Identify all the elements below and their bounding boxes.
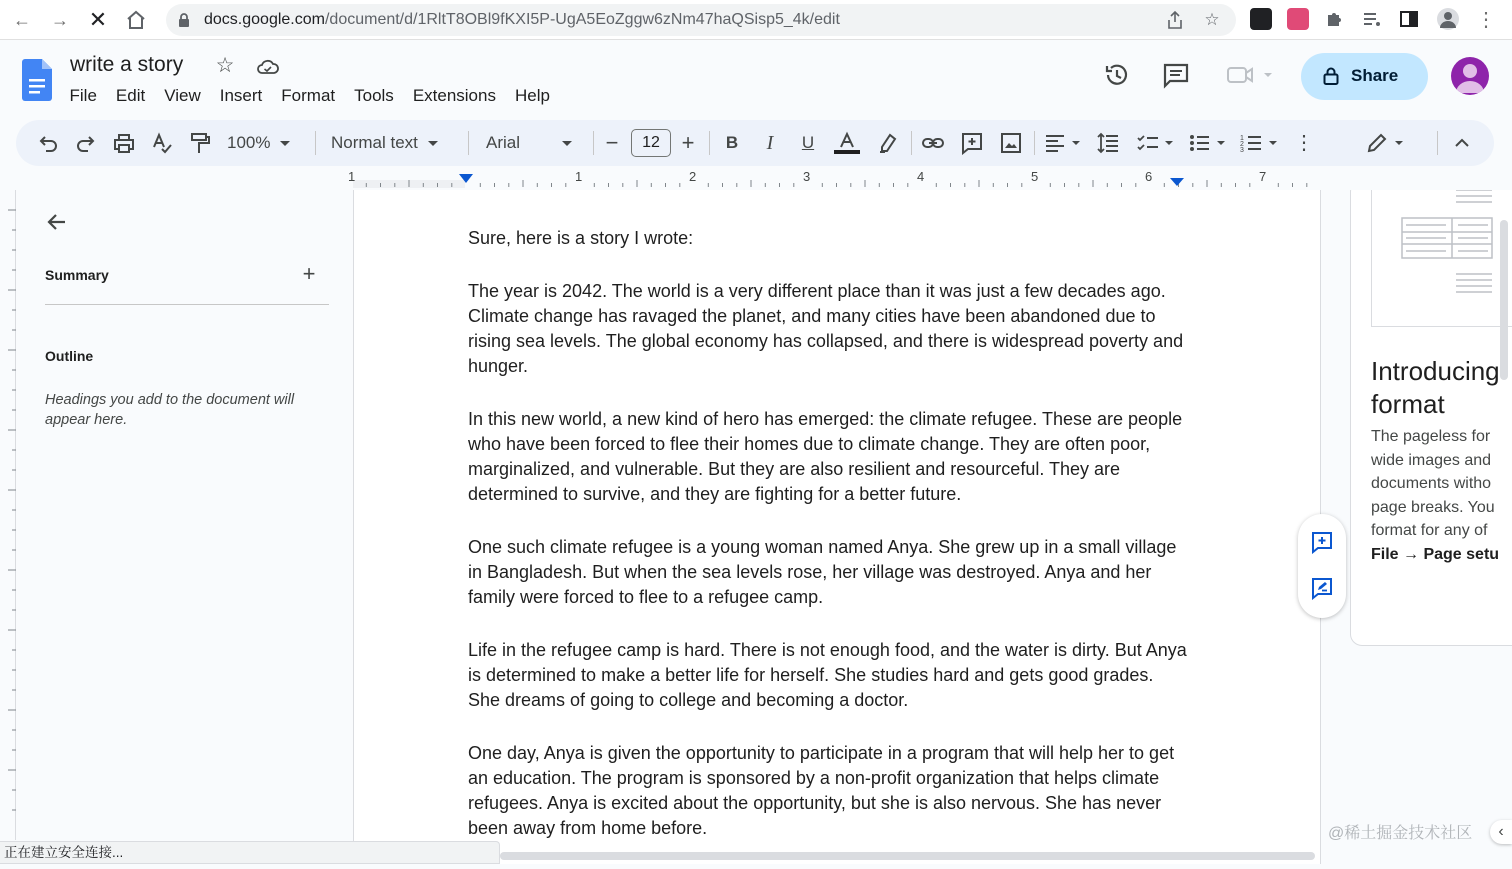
- toolbar-divider: [1034, 131, 1035, 155]
- underline-icon[interactable]: U: [801, 133, 815, 152]
- paragraph-style-value: Normal text: [331, 133, 418, 152]
- summary-divider: [45, 304, 329, 305]
- toolbar-divider: [709, 131, 710, 155]
- browser-status-bar: 正在建立安全连接...: [0, 841, 500, 864]
- ruler-label: 2: [689, 169, 697, 184]
- decrease-font-size-icon[interactable]: −: [605, 130, 619, 155]
- menu-tools[interactable]: Tools: [354, 86, 394, 105]
- ruler-label: 7: [1259, 169, 1267, 184]
- align-icon[interactable]: [1044, 131, 1084, 155]
- menu-edit[interactable]: Edit: [115, 86, 146, 105]
- checklist-icon[interactable]: [1136, 131, 1176, 155]
- svg-text:2: 2: [1240, 141, 1244, 148]
- vertical-ruler: [0, 190, 16, 840]
- extension-terminal-icon[interactable]: [1250, 8, 1272, 30]
- toolbar-divider: [911, 131, 912, 155]
- font-size-input[interactable]: 12: [631, 129, 671, 157]
- spellcheck-icon[interactable]: [150, 131, 174, 155]
- vertical-ruler-ticks: [0, 190, 16, 840]
- share-button[interactable]: [1301, 53, 1428, 100]
- bold-icon[interactable]: B: [725, 133, 739, 152]
- toolbar-divider: [593, 131, 594, 155]
- undo-icon[interactable]: [36, 131, 60, 155]
- watermark: @稀土掘金技术社区: [1328, 825, 1473, 842]
- comments-icon[interactable]: [1162, 61, 1190, 89]
- svg-text:1: 1: [1240, 135, 1244, 142]
- stop-loading-icon[interactable]: ✕: [88, 7, 108, 32]
- url-text[interactable]: [204, 11, 840, 29]
- browser-toolbar: [0, 0, 1512, 40]
- ruler-label: 5: [1031, 169, 1039, 184]
- highlight-color-icon[interactable]: [876, 131, 900, 155]
- increase-font-size-icon[interactable]: +: [681, 130, 695, 155]
- promo-body: [1371, 425, 1512, 567]
- summary-heading: Summary: [45, 267, 109, 283]
- paragraph-style-select[interactable]: [331, 131, 453, 155]
- chevron-down-icon: [280, 141, 290, 146]
- paragraph[interactable]: In this new world, a new kind of hero has emerged: the climate refugee. These are people who have been forced to flee their homes due to climate change. They are often poor, marginalized, and vulnerable. But they are also resilient and resourceful. They are determined to survive, and they are fighting for a better future.: [468, 409, 1183, 504]
- italic-icon[interactable]: I: [766, 132, 774, 154]
- ruler-ticks: [0, 168, 1512, 188]
- meet-video-icon[interactable]: [1226, 61, 1276, 89]
- promo-title-line: format: [1371, 389, 1445, 419]
- reading-list-icon[interactable]: [1361, 8, 1383, 30]
- profile-icon[interactable]: [1437, 8, 1459, 30]
- promo-title: [1371, 355, 1512, 421]
- ruler-label: 1: [575, 169, 583, 184]
- pageless-illustration: [1371, 190, 1512, 327]
- promo-body-line: documents witho: [1371, 475, 1492, 493]
- menu-file[interactable]: File: [69, 86, 97, 105]
- toolbar-divider: [1437, 131, 1438, 155]
- star-icon[interactable]: ☆: [215, 54, 235, 77]
- right-indent-marker[interactable]: [1170, 178, 1184, 186]
- print-icon[interactable]: [112, 131, 136, 155]
- share-page-icon[interactable]: [1165, 10, 1185, 30]
- ruler-label: 4: [917, 169, 925, 184]
- insert-link-icon[interactable]: [921, 131, 945, 155]
- menu-bar: [60, 85, 559, 107]
- paragraph[interactable]: Sure, here is a story I wrote:: [468, 228, 694, 248]
- toolbar-divider: [468, 131, 469, 155]
- outline-hint: Headings you add to the document will appear here.: [45, 392, 295, 428]
- chevron-left-icon[interactable]: ‹: [1490, 820, 1512, 844]
- promo-body-line: format for any of: [1371, 522, 1488, 540]
- toolbar-divider: [315, 131, 316, 155]
- extension-translate-icon[interactable]: [1287, 8, 1309, 30]
- menu-insert[interactable]: Insert: [219, 86, 263, 105]
- redo-icon[interactable]: [74, 131, 98, 155]
- promo-body-line: page breaks. You: [1371, 498, 1495, 516]
- zoom-select[interactable]: [227, 131, 303, 155]
- add-summary-plus-icon[interactable]: +: [302, 261, 316, 286]
- browser-menu-icon[interactable]: ⋮: [1476, 9, 1496, 31]
- document-page[interactable]: [353, 190, 1321, 864]
- bulleted-list-icon[interactable]: [1188, 131, 1228, 155]
- ruler-label: 3: [803, 169, 811, 184]
- font-select[interactable]: [486, 131, 578, 155]
- add-comment-icon[interactable]: [960, 131, 984, 155]
- paragraph[interactable]: One such climate refugee is a young woman named Anya. She grew up in a small village in Bangladesh. But when the sea levels rose, her village was destroyed. Anya and her family were forced to flee to a refugee camp.: [468, 537, 1177, 607]
- document-title[interactable]: write a story: [70, 53, 184, 76]
- outline-heading: Outline: [45, 348, 94, 364]
- promo-title-line: Introducing: [1371, 356, 1500, 386]
- outline-sidebar: [17, 190, 353, 840]
- back-arrow-icon[interactable]: ←: [13, 10, 31, 30]
- pageless-promo-card: [1350, 190, 1512, 646]
- promo-body-line: The pageless for: [1371, 428, 1491, 445]
- cloud-saved-icon[interactable]: [256, 57, 280, 77]
- url-host: docs.google.com: [204, 11, 325, 28]
- home-icon[interactable]: [124, 8, 148, 32]
- menu-view[interactable]: View: [164, 86, 201, 105]
- more-options-icon[interactable]: ⋮: [1294, 132, 1314, 154]
- zoom-value: 100%: [227, 133, 271, 152]
- floating-comment-actions: [1298, 514, 1346, 618]
- share-button-label: Share: [1351, 66, 1399, 85]
- url-path: /document/d/1RltT8OBl9fKXI5P-UgA5EoZggw6zNm47haQSisp5_4k/edit: [324, 11, 840, 28]
- right-side-panel: [1322, 190, 1512, 864]
- formatting-toolbar: [16, 120, 1494, 166]
- promo-body-line: wide images and: [1371, 451, 1492, 469]
- docs-header: [0, 41, 1512, 117]
- menu-format[interactable]: Format: [281, 86, 336, 105]
- share-lock-icon: [1323, 67, 1339, 85]
- address-bar[interactable]: [166, 4, 1236, 36]
- chevron-down-icon: [562, 141, 572, 146]
- document-body[interactable]: [468, 226, 1188, 869]
- bookmark-star-icon[interactable]: ☆: [1204, 10, 1220, 29]
- left-indent-marker[interactable]: [459, 174, 473, 183]
- paint-format-icon[interactable]: [188, 131, 212, 155]
- numbered-list-icon[interactable]: [1240, 131, 1280, 155]
- docs-logo-icon[interactable]: [22, 59, 52, 101]
- suggest-edits-icon[interactable]: [1310, 576, 1334, 600]
- text-color-icon[interactable]: [834, 131, 860, 155]
- ruler-label: 1: [348, 169, 356, 184]
- vertical-scrollbar[interactable]: [1500, 220, 1508, 380]
- side-panel-icon[interactable]: [1398, 8, 1420, 30]
- hide-menus-chevron-up-icon[interactable]: [1450, 131, 1474, 155]
- menu-help[interactable]: Help: [514, 86, 550, 105]
- line-spacing-icon[interactable]: [1096, 131, 1120, 155]
- horizontal-ruler[interactable]: [0, 168, 1512, 188]
- font-value: Arial: [486, 133, 521, 152]
- horizontal-scrollbar[interactable]: [500, 852, 1315, 860]
- chevron-down-icon: [428, 141, 438, 146]
- insert-image-icon[interactable]: [999, 131, 1023, 155]
- extensions-puzzle-icon[interactable]: [1324, 8, 1346, 30]
- forward-arrow-icon[interactable]: →: [51, 10, 69, 30]
- paragraph[interactable]: One day, Anya is given the opportunity to participate in a program that will help her to get an education. The program is sponsored by a non-profit organization that helps climate refugees. Anya is excited about the opportunity, but she is also nervous. She has never been away from home before.: [468, 743, 1175, 838]
- avatar[interactable]: [1451, 57, 1489, 95]
- paragraph[interactable]: The year is 2042. The world is a very different place than it was just a few decades ago. Climate change has ravaged the planet, and many cities have been abandoned due to rising sea levels. The global economy has collapsed, and there is widespread poverty and hunger.: [468, 281, 1184, 376]
- promo-page-setup-path[interactable]: File → Page setu: [1371, 545, 1500, 563]
- version-history-icon[interactable]: [1103, 61, 1131, 89]
- svg-text:3: 3: [1240, 147, 1244, 154]
- add-comment-icon[interactable]: [1310, 530, 1334, 554]
- lock-icon: [178, 13, 190, 27]
- menu-extensions[interactable]: Extensions: [412, 86, 496, 105]
- paragraph[interactable]: Life in the refugee camp is hard. There is not enough food, and the water is dirty. But Anya is determined to make a better life for herself. She studies hard and gets good grades. She dreams of going to college and becoming a doctor.: [468, 640, 1187, 710]
- close-outline-arrow-icon[interactable]: [45, 210, 69, 234]
- ruler-label: 6: [1145, 169, 1153, 184]
- editing-mode-icon[interactable]: [1366, 131, 1406, 155]
